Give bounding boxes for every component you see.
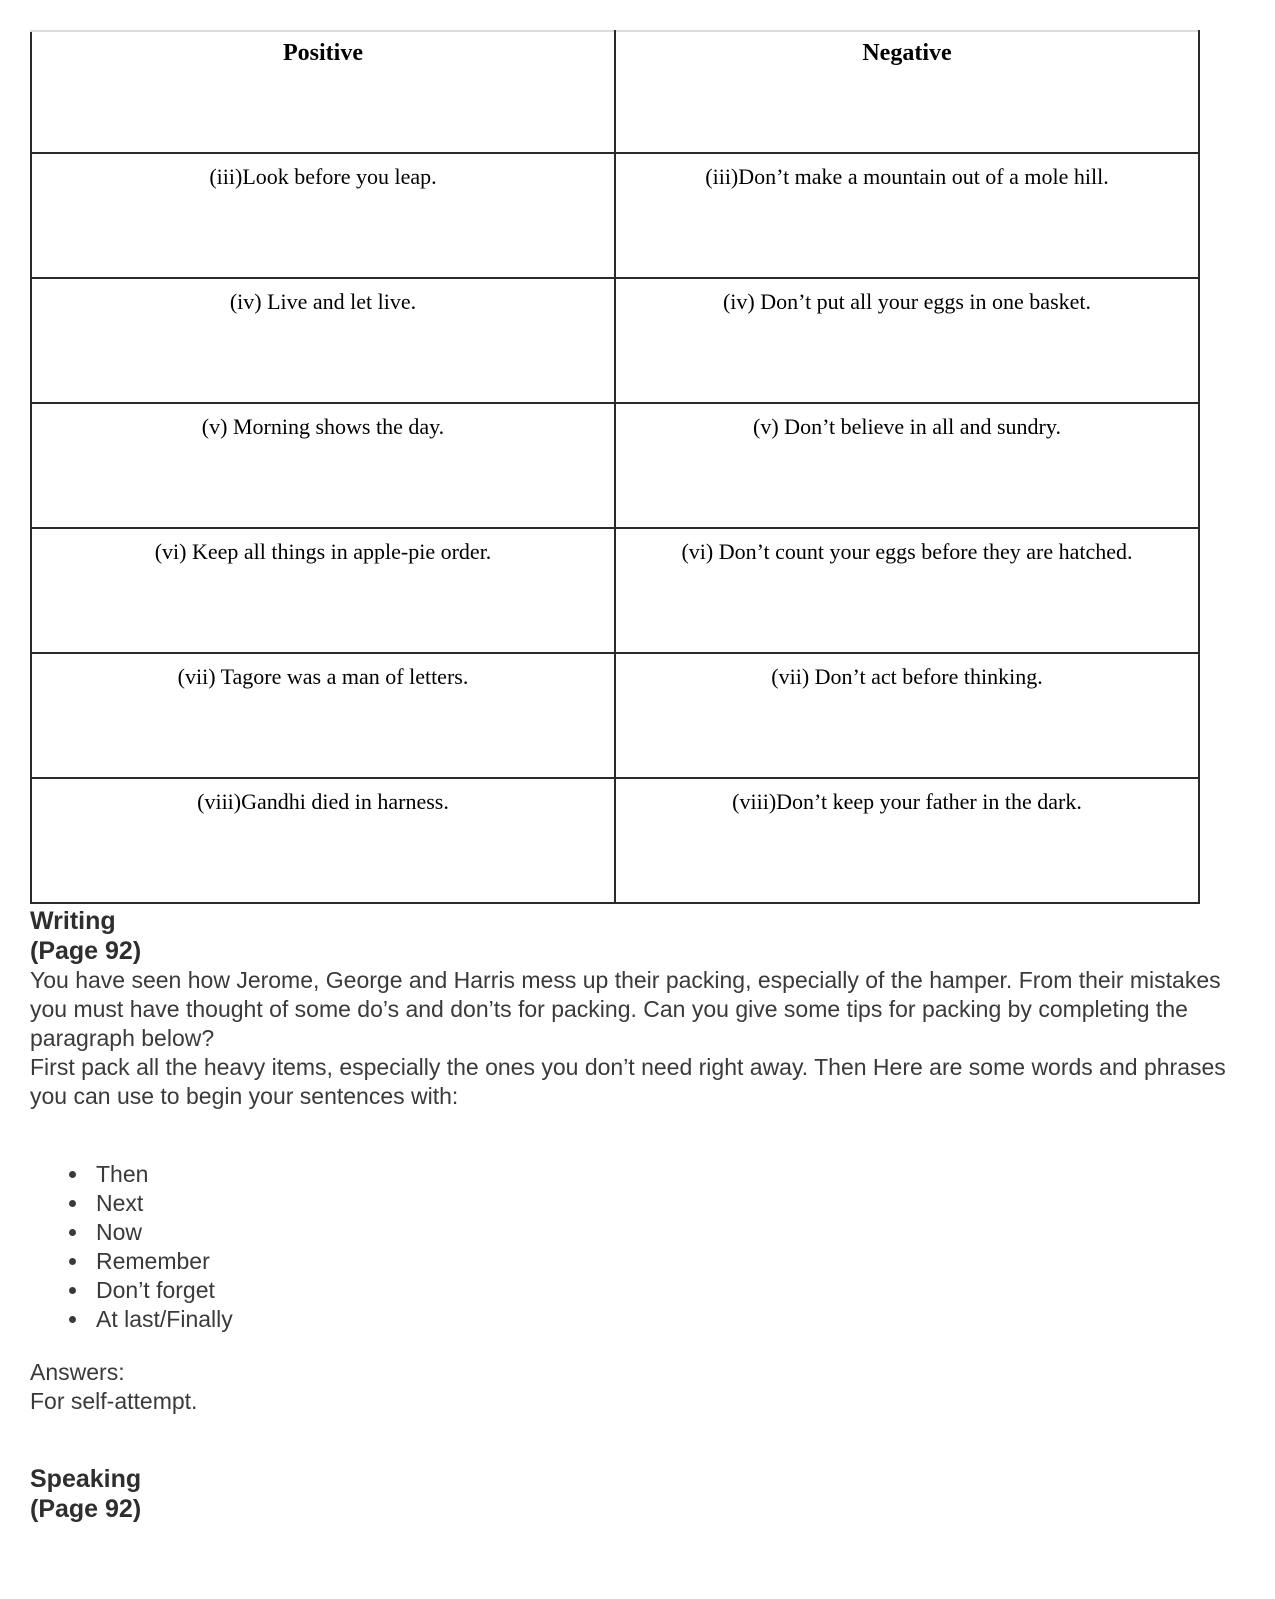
positive-cell: (iii)Look before you leap. [31, 153, 615, 278]
negative-cell: (vii) Don’t act before thinking. [615, 653, 1199, 778]
negative-cell: (iii)Don’t make a mountain out of a mole hill. [615, 153, 1199, 278]
writing-page-ref: (Page 92) [30, 937, 142, 965]
negative-cell: (vi) Don’t count your eggs before they are hatched. [615, 528, 1199, 653]
table-row [31, 153, 1199, 278]
positive-cell: (vi) Keep all things in apple-pie order. [31, 528, 615, 653]
table-row [31, 653, 1199, 778]
table-row [31, 778, 1199, 903]
list-item: • At last/Finally [90, 1305, 1240, 1334]
answers-block [30, 1358, 1240, 1416]
positive-cell: (v) Morning shows the day. [31, 403, 615, 528]
speaking-section-heading [30, 1464, 1240, 1524]
list-item: • Now [90, 1218, 1240, 1247]
positive-cell: (iv) Live and let live. [31, 278, 615, 403]
table-row [31, 403, 1199, 528]
positive-negative-table [30, 30, 1200, 904]
table-row [31, 278, 1199, 403]
positive-cell: (vii) Tagore was a man of letters. [31, 653, 615, 778]
positive-cell: (viii)Gandhi died in harness. [31, 778, 615, 903]
writing-section-heading [30, 906, 1240, 966]
column-header-positive: Positive [31, 31, 615, 153]
speaking-heading: Speaking [30, 1465, 142, 1493]
answers-label: Answers: [30, 1359, 125, 1385]
negative-cell: (viii)Don’t keep your father in the dark. [615, 778, 1199, 903]
list-item: • Then [90, 1160, 1240, 1189]
writing-prompt-paragraph: First pack all the heavy items, especially the ones you don’t need right away. Then Here are some words and phrases you can use to begin your sentences with: [30, 1054, 1226, 1109]
list-item: • Remember [90, 1247, 1240, 1276]
list-item: • Next [90, 1189, 1240, 1218]
answers-value: For self-attempt. [30, 1388, 198, 1414]
table-header-row [31, 31, 1199, 153]
list-item: • Don’t forget [90, 1276, 1240, 1305]
speaking-page-ref: (Page 92) [30, 1495, 142, 1523]
negative-cell: (iv) Don’t put all your eggs in one basket. [615, 278, 1199, 403]
writing-heading: Writing [30, 907, 116, 935]
table-row [31, 528, 1199, 653]
column-header-negative: Negative [615, 31, 1199, 153]
negative-cell: (v) Don’t believe in all and sundry. [615, 403, 1199, 528]
sentence-starter-list [30, 1160, 1240, 1334]
writing-instructions-paragraph: You have seen how Jerome, George and Harris mess up their packing, especially of the hamper. From their mistakes you must have thought of some do’s and don’ts for packing. Can you give some tips for packing by completing the paragraph below? [30, 967, 1221, 1051]
